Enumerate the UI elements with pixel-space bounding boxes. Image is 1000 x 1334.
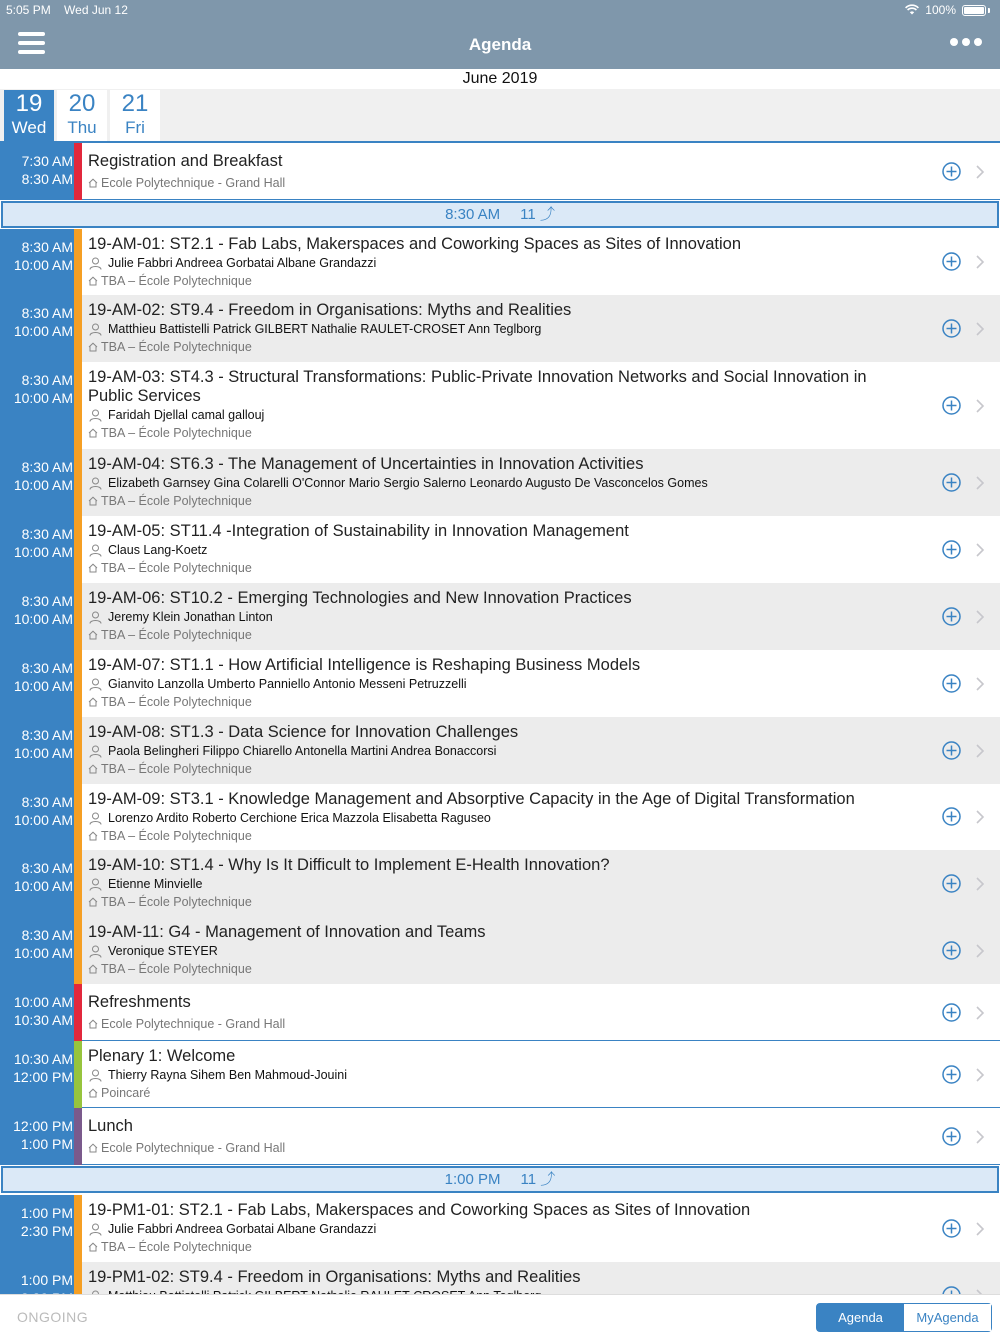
status-bar-right [905, 3, 990, 17]
chevron-right-icon[interactable] [976, 1068, 984, 1082]
session-speakers [88, 254, 930, 272]
session-content [82, 850, 930, 917]
end-time: 10:00 AM [13, 390, 73, 406]
battery-percent: 100% [925, 3, 956, 17]
agenda-row[interactable] [0, 650, 1000, 717]
session-title: 19-AM-10: ST1.4 - Why Is It Difficult to Implement E-Health Innovation? [88, 856, 610, 874]
speaker-names: Elizabeth Garnsey Gina Colarelli O'Connor Mario Sergio Salerno Leonardo Augusto De Vasconcelos Gomes [108, 476, 708, 490]
session-time [0, 229, 74, 295]
location-text: Ecole Polytechnique - Grand Hall [101, 1141, 286, 1155]
location-home-icon [88, 961, 98, 971]
speaker-names: Julie Fabbri Andreea Gorbatai Albane Grandazzi [108, 1222, 377, 1236]
end-time: 10:00 AM [13, 611, 73, 627]
location-text: TBA – École Polytechnique [101, 426, 252, 440]
end-time: 10:00 AM [13, 745, 73, 761]
day-number: 20 [68, 90, 96, 117]
row-actions [930, 1108, 1000, 1165]
chevron-right-icon[interactable] [976, 476, 984, 490]
session-title: Registration and Breakfast [88, 152, 283, 170]
track-color-bar [74, 1108, 82, 1165]
add-to-myagenda-icon[interactable] [942, 252, 961, 271]
start-time: 8:30 AM [21, 459, 73, 475]
session-title: 19-AM-04: ST6.3 - The Management of Uncertainties in Innovation Activities [88, 455, 644, 473]
row-actions [930, 850, 1000, 917]
agenda-row[interactable] [0, 295, 1000, 362]
session-speakers [88, 608, 930, 626]
session-content [82, 917, 930, 984]
start-time: 8:30 AM [21, 305, 73, 321]
start-time: 10:30 AM [13, 1051, 73, 1067]
bottom-bar [0, 1294, 1000, 1334]
location-text: TBA – École Polytechnique [101, 561, 252, 575]
person-icon [89, 1223, 102, 1236]
page-title: Agenda [468, 35, 532, 54]
location-text: Poincaré [101, 1086, 151, 1100]
more-options-icon[interactable] [950, 38, 982, 46]
start-time: 8:30 AM [21, 794, 73, 810]
location-home-icon [88, 560, 98, 570]
track-color-bar [74, 583, 82, 650]
session-time [0, 917, 74, 984]
session-time [0, 1041, 74, 1108]
chevron-right-icon[interactable] [976, 744, 984, 758]
ongoing-button[interactable]: ONGOING [17, 1309, 89, 1325]
view-segmented-control [816, 1303, 992, 1332]
status-time: 5:05 PM [6, 3, 51, 17]
chevron-right-icon[interactable] [976, 944, 984, 958]
location-text: TBA – École Polytechnique [101, 628, 252, 642]
end-time: 10:00 AM [13, 945, 73, 961]
collapse-arrow-icon: ⤴ [539, 206, 555, 223]
session-time [0, 143, 74, 200]
segment-myagenda[interactable]: MyAgenda [904, 1304, 991, 1331]
end-time: 10:00 AM [13, 678, 73, 694]
row-actions [930, 583, 1000, 650]
start-time: 8:30 AM [21, 860, 73, 876]
person-icon [89, 745, 102, 758]
add-to-myagenda-icon[interactable] [942, 741, 961, 760]
end-time: 10:30 AM [13, 1012, 73, 1028]
session-time [0, 650, 74, 717]
session-content [82, 449, 930, 516]
session-content [82, 1108, 930, 1165]
add-to-myagenda-icon[interactable] [942, 674, 961, 693]
agenda-row[interactable] [0, 143, 1000, 200]
session-location [88, 174, 930, 192]
day-tab-1[interactable] [57, 90, 107, 141]
agenda-row[interactable] [0, 917, 1000, 984]
agenda-row[interactable] [0, 449, 1000, 516]
row-actions [930, 650, 1000, 717]
month-label: June 2019 [462, 70, 538, 87]
group-time: 8:30 AM [445, 206, 501, 223]
day-weekday: Thu [67, 118, 97, 137]
chevron-right-icon[interactable] [976, 165, 984, 179]
session-location [88, 1015, 930, 1033]
chevron-right-icon[interactable] [976, 322, 984, 336]
end-time: 8:30 AM [21, 171, 73, 187]
session-title: 19-AM-06: ST10.2 - Emerging Technologies and New Innovation Practices [88, 589, 632, 607]
location-text: Ecole Polytechnique - Grand Hall [101, 1017, 286, 1031]
start-time: 1:00 PM [20, 1272, 73, 1288]
wifi-icon [905, 5, 919, 15]
track-color-bar [74, 850, 82, 917]
person-icon [89, 257, 102, 270]
session-speakers [88, 406, 930, 424]
chevron-right-icon[interactable] [976, 399, 984, 413]
agenda-row[interactable] [0, 850, 1000, 917]
session-title: Refreshments [88, 993, 191, 1011]
start-time: 12:00 PM [13, 1118, 73, 1134]
row-actions [930, 229, 1000, 295]
session-speakers [88, 541, 930, 559]
row-actions [930, 362, 1000, 449]
location-home-icon [88, 425, 98, 435]
session-location [88, 1139, 930, 1157]
session-time [0, 516, 74, 583]
session-content [82, 583, 930, 650]
track-color-bar [74, 717, 82, 784]
session-title: 19-AM-01: ST2.1 - Fab Labs, Makerspaces and Coworking Spaces as Sites of Innovation [88, 235, 741, 253]
end-time: 10:00 AM [13, 878, 73, 894]
group-count: 11 ⤴ [520, 206, 555, 223]
location-text: TBA – École Polytechnique [101, 494, 252, 508]
session-content [82, 650, 930, 717]
session-time [0, 449, 74, 516]
speaker-names: Jeremy Klein Jonathan Linton [108, 610, 273, 624]
session-content [82, 362, 930, 449]
agenda-row[interactable] [0, 229, 1000, 295]
location-text: TBA – École Polytechnique [101, 340, 252, 354]
end-time: 2:30 PM [20, 1223, 73, 1239]
day-tab-2[interactable] [110, 90, 160, 141]
session-time [0, 362, 74, 449]
speaker-names: Faridah Djellal camal gallouj [108, 408, 265, 422]
session-time [0, 717, 74, 784]
add-to-myagenda-icon[interactable] [942, 807, 961, 826]
session-content [82, 295, 930, 362]
session-content [82, 1041, 930, 1108]
person-icon [89, 945, 102, 958]
session-content [82, 1195, 930, 1262]
session-title: Plenary 1: Welcome [88, 1047, 236, 1065]
track-color-bar [74, 516, 82, 583]
session-time [0, 784, 74, 850]
start-time: 1:00 PM [20, 1205, 73, 1221]
speaker-names: Thierry Rayna Sihem Ben Mahmoud-Jouini [108, 1068, 347, 1082]
session-title: 19-AM-08: ST1.3 - Data Science for Innovation Challenges [88, 723, 519, 741]
location-home-icon [88, 627, 98, 637]
session-location [88, 424, 930, 442]
session-title: 19-AM-09: ST3.1 - Knowledge Management and Absorptive Capacity in the Age of Digital Transformation [88, 790, 855, 808]
row-actions [930, 717, 1000, 784]
session-location [88, 559, 930, 577]
session-speakers [88, 1220, 930, 1238]
session-title: 19-PM1-02: ST9.4 - Freedom in Organisations: Myths and Realities [88, 1268, 581, 1286]
person-icon [89, 544, 102, 557]
session-location [88, 693, 930, 711]
location-text: TBA – École Polytechnique [101, 962, 252, 976]
agenda-row[interactable] [0, 583, 1000, 650]
row-actions [930, 295, 1000, 362]
day-weekday: Wed [11, 118, 47, 137]
speaker-names: Julie Fabbri Andreea Gorbatai Albane Grandazzi [108, 256, 377, 270]
start-time: 8:30 AM [21, 372, 73, 388]
location-home-icon [88, 1239, 98, 1249]
status-bar-left [6, 3, 138, 17]
session-speakers [88, 320, 930, 338]
time-group-header[interactable] [1, 201, 999, 228]
agenda-row[interactable] [0, 1041, 1000, 1108]
track-color-bar [74, 449, 82, 516]
track-color-bar [74, 143, 82, 200]
day-selector [0, 89, 1000, 143]
session-content [82, 229, 930, 295]
top-bar [0, 0, 1000, 69]
chevron-right-icon[interactable] [976, 1130, 984, 1144]
location-home-icon [88, 1140, 98, 1150]
track-color-bar [74, 984, 82, 1041]
session-title: 19-AM-03: ST4.3 - Structural Transformations: Public-Private Innovation Networks and Social Innovation in Public Services [88, 368, 867, 405]
session-speakers [88, 875, 930, 893]
session-location [88, 272, 930, 290]
chevron-right-icon[interactable] [976, 1222, 984, 1236]
session-speakers [88, 675, 930, 693]
session-speakers [88, 942, 930, 960]
agenda-row[interactable] [0, 516, 1000, 583]
start-time: 7:30 AM [21, 153, 73, 169]
location-text: TBA – École Polytechnique [101, 762, 252, 776]
segment-agenda[interactable]: Agenda [817, 1304, 904, 1331]
day-number: 21 [121, 90, 149, 117]
agenda-row[interactable] [0, 717, 1000, 784]
session-location [88, 626, 930, 644]
agenda-list [0, 143, 1000, 1294]
start-time: 8:30 AM [21, 526, 73, 542]
end-time: 12:00 PM [13, 1069, 73, 1085]
session-title: 19-PM1-01: ST2.1 - Fab Labs, Makerspaces and Coworking Spaces as Sites of Innovation [88, 1201, 751, 1219]
session-speakers [88, 474, 930, 492]
speaker-names: Veronique STEYER [108, 944, 218, 958]
person-icon [89, 611, 102, 624]
chevron-right-icon[interactable] [976, 610, 984, 624]
person-icon [89, 409, 102, 422]
session-location [88, 960, 930, 978]
location-home-icon [88, 761, 98, 771]
speaker-names: Gianvito Lanzolla Umberto Panniello Antonio Messeni Petruzzelli [108, 677, 467, 691]
agenda-row[interactable] [0, 362, 1000, 449]
person-icon [89, 678, 102, 691]
group-time: 1:00 PM [444, 1171, 501, 1188]
add-to-myagenda-icon[interactable] [942, 540, 961, 559]
session-time [0, 295, 74, 362]
session-location [88, 492, 930, 510]
start-time: 8:30 AM [21, 927, 73, 943]
add-to-myagenda-icon[interactable] [942, 1065, 961, 1084]
add-to-myagenda-icon[interactable] [942, 1219, 961, 1238]
speaker-names: Matthieu Battistelli Patrick GILBERT Nathalie RAULET-CROSET Ann Teglborg [108, 322, 542, 336]
location-home-icon [88, 339, 98, 349]
start-time: 8:30 AM [21, 239, 73, 255]
location-text: TBA – École Polytechnique [101, 695, 252, 709]
session-location [88, 1238, 930, 1256]
track-color-bar [74, 650, 82, 717]
start-time: 10:00 AM [13, 994, 73, 1010]
end-time: 10:00 AM [13, 257, 73, 273]
time-group-header[interactable] [1, 1166, 999, 1193]
location-home-icon [88, 828, 98, 838]
row-actions [930, 1195, 1000, 1262]
agenda-row[interactable] [0, 1195, 1000, 1262]
end-time: 10:00 AM [13, 812, 73, 828]
session-location [88, 893, 930, 911]
start-time: 8:30 AM [21, 660, 73, 676]
person-icon [89, 878, 102, 891]
person-icon [89, 477, 102, 490]
add-to-myagenda-icon[interactable] [942, 874, 961, 893]
track-color-bar [74, 295, 82, 362]
chevron-right-icon[interactable] [976, 543, 984, 557]
session-content [82, 784, 930, 850]
session-speakers [88, 1066, 930, 1084]
row-actions [930, 784, 1000, 850]
add-to-myagenda-icon[interactable] [942, 162, 961, 181]
track-color-bar [74, 1041, 82, 1108]
location-home-icon [88, 894, 98, 904]
speaker-names: Lorenzo Ardito Roberto Cerchione Erica Mazzola Elisabetta Raguseo [108, 811, 491, 825]
start-time: 8:30 AM [21, 593, 73, 609]
person-icon [89, 812, 102, 825]
location-text: TBA – École Polytechnique [101, 895, 252, 909]
location-text: Ecole Polytechnique - Grand Hall [101, 176, 286, 190]
row-actions [930, 917, 1000, 984]
session-title: 19-AM-02: ST9.4 - Freedom in Organisations: Myths and Realities [88, 301, 572, 319]
speaker-names: Claus Lang-Koetz [108, 543, 208, 557]
day-tab-0[interactable] [4, 90, 54, 141]
collapse-arrow-icon: ⤴ [540, 1171, 556, 1188]
add-to-myagenda-icon[interactable] [942, 319, 961, 338]
location-home-icon [88, 1016, 98, 1026]
end-time: 10:00 AM [13, 323, 73, 339]
session-time [0, 583, 74, 650]
speaker-names: Paola Belingheri Filippo Chiarello Antonella Martini Andrea Bonaccorsi [108, 744, 497, 758]
agenda-row[interactable] [0, 784, 1000, 850]
row-actions [930, 449, 1000, 516]
session-location [88, 760, 930, 778]
add-to-myagenda-icon[interactable] [942, 607, 961, 626]
track-color-bar [74, 362, 82, 449]
track-color-bar [74, 229, 82, 295]
session-content [82, 717, 930, 784]
location-text: TBA – École Polytechnique [101, 829, 252, 843]
track-color-bar [74, 917, 82, 984]
session-content [82, 516, 930, 583]
session-location [88, 827, 930, 845]
session-speakers [88, 809, 930, 827]
session-title: 19-AM-11: G4 - Management of Innovation and Teams [88, 923, 486, 941]
row-actions [930, 516, 1000, 583]
add-to-myagenda-icon[interactable] [942, 473, 961, 492]
chevron-right-icon[interactable] [976, 255, 984, 269]
end-time: 10:00 AM [13, 477, 73, 493]
row-actions [930, 143, 1000, 200]
row-actions [930, 984, 1000, 1041]
agenda-row[interactable] [0, 1108, 1000, 1165]
person-icon [89, 323, 102, 336]
person-icon [89, 1069, 102, 1082]
session-time [0, 984, 74, 1041]
end-time: 1:00 PM [20, 1136, 73, 1152]
location-text: TBA – École Polytechnique [101, 1240, 252, 1254]
add-to-myagenda-icon[interactable] [942, 1003, 961, 1022]
session-location [88, 1084, 930, 1102]
day-weekday: Fri [125, 118, 145, 137]
location-text: TBA – École Polytechnique [101, 274, 252, 288]
add-to-myagenda-icon[interactable] [942, 1127, 961, 1146]
track-color-bar [74, 784, 82, 850]
session-content [82, 143, 930, 200]
row-actions [930, 1041, 1000, 1108]
session-title: 19-AM-07: ST1.1 - How Artificial Intelligence is Reshaping Business Models [88, 656, 641, 674]
session-location [88, 338, 930, 356]
session-time [0, 1195, 74, 1262]
add-to-myagenda-icon[interactable] [942, 941, 961, 960]
chevron-right-icon[interactable] [976, 877, 984, 891]
end-time: 10:00 AM [13, 544, 73, 560]
battery-icon [962, 5, 986, 16]
chevron-right-icon[interactable] [976, 1006, 984, 1020]
location-home-icon [88, 1085, 98, 1095]
chevron-right-icon[interactable] [976, 677, 984, 691]
speaker-names: Etienne Minvielle [108, 877, 203, 891]
session-speakers [88, 742, 930, 760]
location-home-icon [88, 493, 98, 503]
session-time [0, 850, 74, 917]
row-divider [82, 1164, 1000, 1165]
location-home-icon [88, 694, 98, 704]
agenda-row[interactable] [0, 984, 1000, 1041]
track-color-bar [74, 1195, 82, 1262]
group-count: 11 ⤴ [520, 1171, 556, 1188]
chevron-right-icon[interactable] [976, 810, 984, 824]
session-content [82, 984, 930, 1041]
location-home-icon [88, 175, 98, 185]
day-number: 19 [15, 90, 43, 117]
start-time: 8:30 AM [21, 727, 73, 743]
session-time [0, 1108, 74, 1165]
session-title: Lunch [88, 1117, 133, 1135]
add-to-myagenda-icon[interactable] [942, 396, 961, 415]
row-divider [82, 199, 1000, 200]
status-date: Wed Jun 12 [64, 3, 128, 17]
session-title: 19-AM-05: ST11.4 -Integration of Sustainability in Innovation Management [88, 522, 629, 540]
location-home-icon [88, 273, 98, 283]
